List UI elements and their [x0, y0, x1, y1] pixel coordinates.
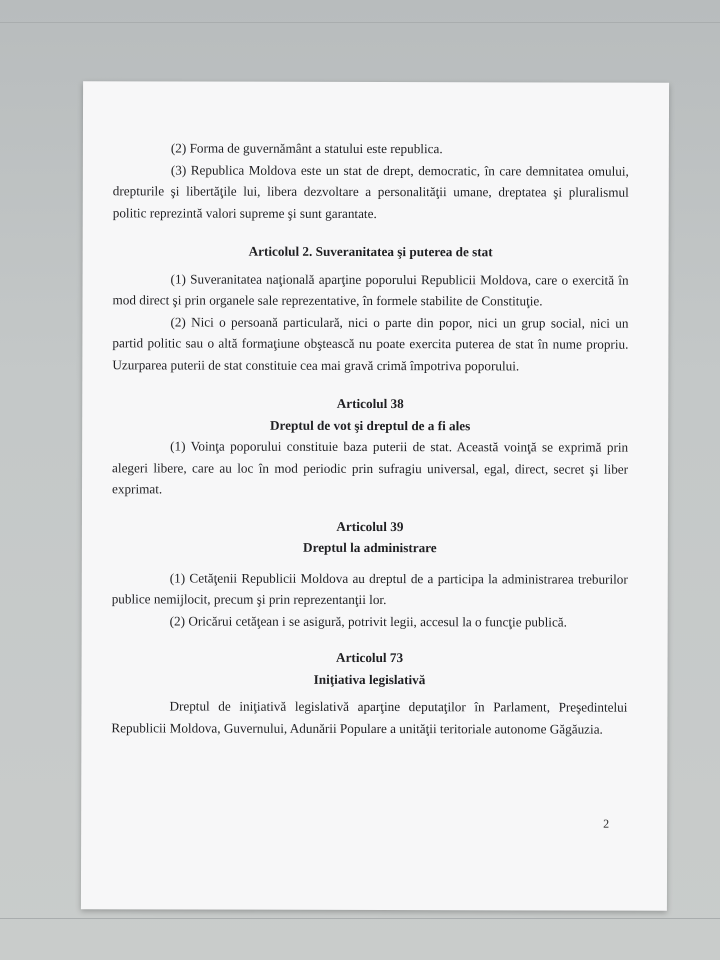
heading-article-38-number: Articolul 38 [336, 395, 404, 412]
paragraph-form-of-government: (2) Forma de guvernământ a statului este republica. [170, 140, 443, 157]
heading-article-73-title: Iniţiativa legislativă [313, 671, 426, 687]
heading-article-2: Articolul 2. Suveranitatea şi puterea de stat [248, 243, 493, 260]
heading-article-39-number: Articolul 39 [336, 518, 404, 534]
wall-seam-top [0, 22, 720, 23]
paragraph-citizen-participation: (1) Cetăţenii Republicii Moldova au dreptul de a participa la administrarea treburilor publice nemijlocit, precum şi prin reprezentanţii lor. [111, 569, 628, 608]
paragraph-will-of-people: (1) Voinţa poporului constituie baza puterii de stat. Această voinţă se exprimă prin alegeri libere, care au loc în mod periodic prin sufragiu universal, egal, direct, secret şi liber exprimat. [111, 438, 629, 497]
paragraph-legislative-initiative: Dreptul de iniţiativă legislativă aparţine deputaţilor în Parlament, Preşedintelui Republicii Moldova, Guvernului, Adunării Populare a unităţii teritoriale autonome Găgăuzia. [111, 698, 628, 737]
heading-article-73-number: Articolul 73 [336, 649, 404, 666]
document-page [81, 81, 669, 911]
heading-article-39-title: Dreptul la administrare [303, 539, 437, 556]
paragraph-usurpation-of-power: (2) Nici o persoană particulară, nici o parte din popor, nici un grup social, nici un partid politic sau o altă formaţiune obştească nu poate exercita puterea de stat în nume propriu. Uzurparea puterii de stat constituie cea mai gravă crimă împotriva poporului. [112, 313, 629, 373]
heading-article-38-title: Dreptul de vot şi dreptul de a fi ales [270, 417, 471, 433]
paragraph-rule-of-law: (3) Republica Moldova este un stat de drept, democratic, în care demnitatea omului, drepturile şi libertăţile lui, libera dezvoltare a personalităţii umane, dreptatea şi pluralismul politic reprezintă valori supreme şi sunt garantate. [112, 161, 629, 221]
page-number: 2 [603, 816, 610, 831]
wall-seam-bottom [0, 918, 720, 919]
paragraph-public-office-access: (2) Oricărui cetăţean i se asigură, potrivit legii, accesul la o funcţie publică. [169, 612, 567, 630]
document-content [111, 137, 629, 739]
paragraph-national-sovereignty: (1) Suveranitatea naţională aparţine poporului Republicii Moldova, care o exercită în mod direct şi prin organele sale reprezentative, în formele stabilite de Constituţie. [112, 270, 629, 309]
